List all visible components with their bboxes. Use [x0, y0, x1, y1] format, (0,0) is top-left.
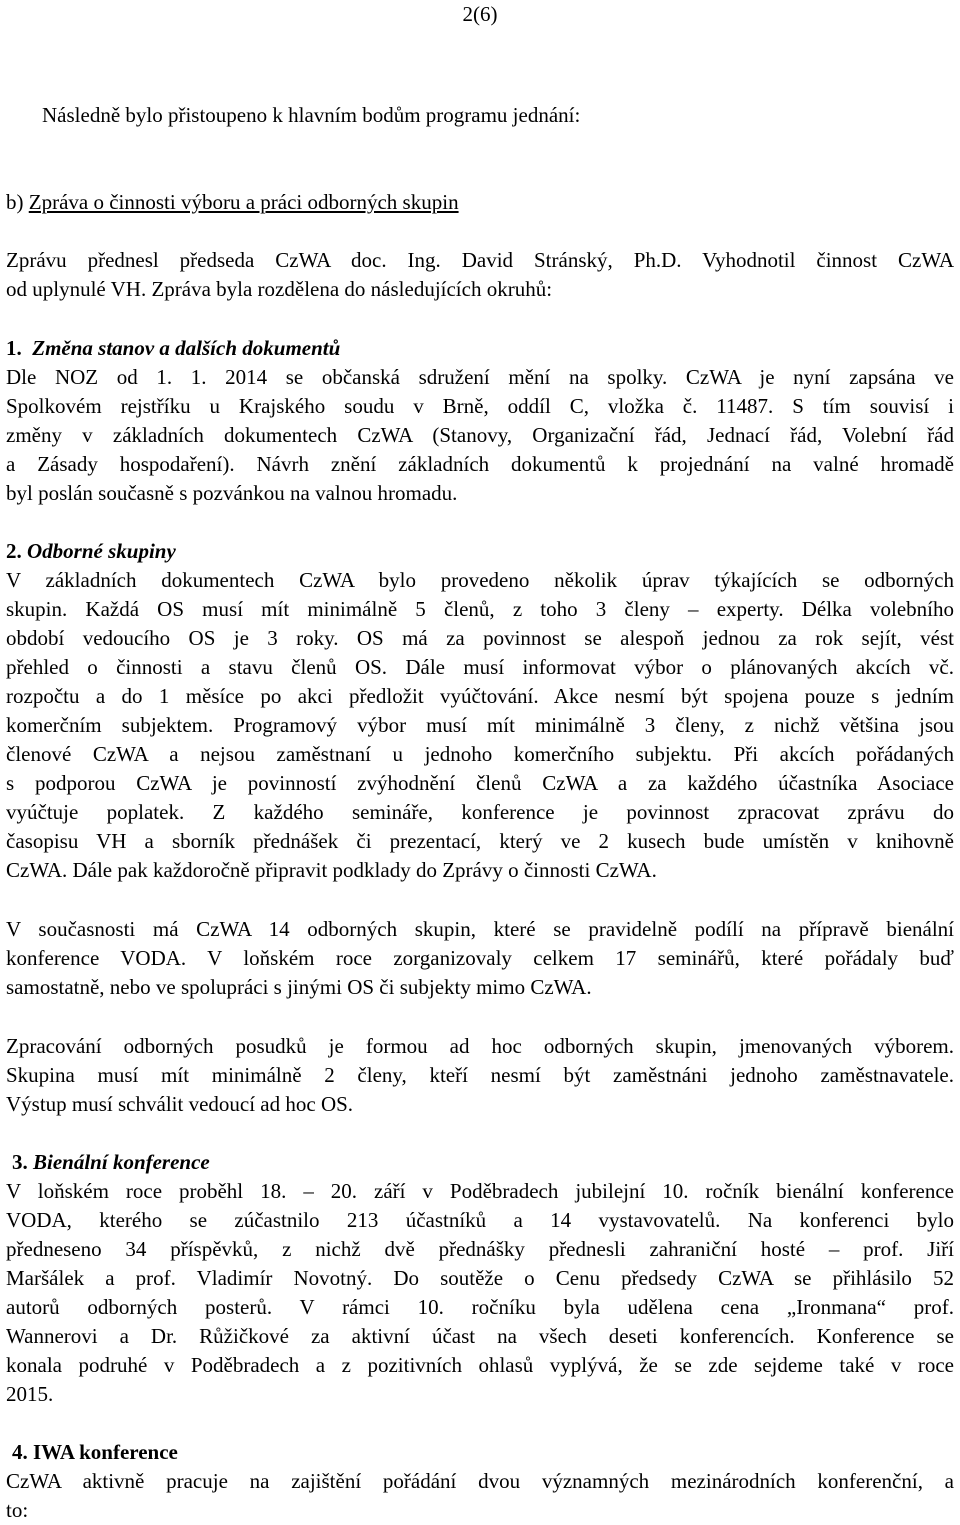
item4-line-1: CzWA aktivně pracuje na zajištění pořádání dvou významných mezinárodních konferenční, a	[6, 1469, 954, 1493]
item3-number: 3.	[12, 1150, 28, 1174]
item3-line-2: VODA, kterého se zúčastnilo 213 účastníků a 14 vystavovatelů. Na konferenci bylo	[6, 1208, 954, 1232]
item2-line-11: CzWA. Dále pak každoročně připravit podklady do Zprávy o činnosti CzWA.	[6, 858, 657, 882]
page-number: 2(6)	[462, 2, 498, 26]
item2-para2-line-2: konference VODA. V loňském roce zorganizovaly celkem 17 seminářů, které pořádaly buď	[6, 946, 954, 970]
item2-number: 2.	[6, 539, 22, 563]
item3-line-5: autorů odborných posterů. V rámci 10. ročníku byla udělena cena „Ironmana“ prof.	[6, 1295, 954, 1319]
item4-title: IWA konference	[33, 1440, 178, 1464]
section-b-prefix: b)	[6, 190, 24, 214]
item1-line-3: změny v základních dokumentech CzWA (Stanovy, Organizační řád, Jednací řád, Volební řád	[6, 423, 954, 447]
item2-para3-line-1: Zpracování odborných posudků je formou ad hoc odborných skupin, jmenovaných výborem.	[6, 1034, 954, 1058]
item2-para3-line-3: Výstup musí schválit vedoucí ad hoc OS.	[6, 1092, 354, 1116]
section-b-heading	[6, 188, 459, 217]
item1-heading	[6, 334, 340, 363]
item4-number: 4.	[12, 1440, 28, 1464]
item2-line-10: časopisu VH a sborník přednášek či prezentací, který ve 2 kusech bude umístěn v knihovně	[6, 829, 954, 853]
intro-text: Následně bylo přistoupeno k hlavním bodům programu jednání:	[42, 103, 581, 127]
item2-line-3: období vedoucího OS je 3 roky. OS má za povinnost se alespoň jednou za rok sejít, vést	[6, 626, 954, 650]
item3-line-6: Wannerovi a Dr. Růžičkové za aktivní účast na všech deseti konferencích. Konference se	[6, 1324, 954, 1348]
item3-line-1: V loňském roce proběhl 18. – 20. září v Poděbradech jubilejní 10. ročník bienální konference	[6, 1179, 954, 1203]
item2-line-8: s podporou CzWA je povinností zvýhodnění členů CzWA a za každého účastníka Asociace	[6, 771, 954, 795]
section-b-line-1: Zprávu přednesl předseda CzWA doc. Ing. David Stránský, Ph.D. Vyhodnotil činnost CzWA	[6, 248, 954, 272]
item2-line-9: vyúčtuje poplatek. Z každého semináře, konference je povinnost zpracovat zprávu do	[6, 800, 954, 824]
item1-line-5: byl poslán současně s pozvánkou na valnou hromadu.	[6, 481, 458, 505]
item2-line-1: V základních dokumentech CzWA bylo provedeno několik úprav týkajících se odborných	[6, 568, 954, 592]
item3-line-8: 2015.	[6, 1382, 54, 1406]
item1-number: 1.	[6, 336, 22, 360]
item1-title: Změna stanov a dalších dokumentů	[32, 336, 341, 360]
item2-title: Odborné skupiny	[27, 539, 176, 563]
item2-line-6: komerčním subjektem. Programový výbor musí mít minimálně 3 členy, z nichž většina jsou	[6, 713, 954, 737]
item3-heading	[12, 1148, 210, 1177]
item2-para3-line-2: Skupina musí mít minimálně 2 členy, kteří nesmí být zaměstnáni jednoho zaměstnavatele.	[6, 1063, 954, 1087]
section-b-line-2: od uplynulé VH. Zpráva byla rozdělena do následujících okruhů:	[6, 277, 553, 301]
item1-line-4: a Zásady hospodaření). Návrh znění základních dokumentů k projednání na valné hromadě	[6, 452, 954, 476]
item1-line-1: Dle NOZ od 1. 1. 2014 se občanská sdružení mění na spolky. CzWA je nyní zapsána ve	[6, 365, 954, 389]
item3-line-3: předneseno 34 příspěvků, z nichž dvě přednášky přednesli zahraniční hosté – prof. Jiří	[6, 1237, 954, 1261]
item2-heading	[6, 537, 176, 566]
item4-line-2: to:	[6, 1498, 29, 1522]
item2-para2-line-3: samostatně, nebo ve spolupráci s jinými OS či subjekty mimo CzWA.	[6, 975, 592, 999]
item2-para2-line-1: V současnosti má CzWA 14 odborných skupin, které se pravidelně podílí na přípravě bienální	[6, 917, 954, 941]
item2-line-5: rozpočtu a do 1 měsíce po akci předložit vyúčtování. Akce nesmí být spojena pouze s jedním	[6, 684, 954, 708]
item2-line-4: přehled o činnosti a stavu členů OS. Dále musí informovat výbor o plánovaných akcích vč.	[6, 655, 954, 679]
item4-heading	[12, 1438, 178, 1467]
item3-line-4: Maršálek a prof. Vladimír Novotný. Do soutěže o Cenu předsedy CzWA se přihlásilo 52	[6, 1266, 954, 1290]
item3-title: Bienální konference	[33, 1150, 210, 1174]
item2-line-7: členové CzWA a nejsou zaměstnaní u jednoho komerčního subjektu. Při akcích pořádaných	[6, 742, 954, 766]
section-b-title: Zpráva o činnosti výboru a práci odborných skupin	[28, 190, 459, 214]
item3-line-7: konala podruhé v Poděbradech a z pozitivních ohlasů vyplývá, že se zde sejdeme také v roce	[6, 1353, 954, 1377]
item2-line-2: skupin. Každá OS musí mít minimálně 5 členů, z toho 3 členy – experty. Délka volebního	[6, 597, 954, 621]
item1-line-2: Spolkovém rejstříku u Krajského soudu v Brně, oddíl C, vložka č. 11487. S tím souvisí i	[6, 394, 954, 418]
